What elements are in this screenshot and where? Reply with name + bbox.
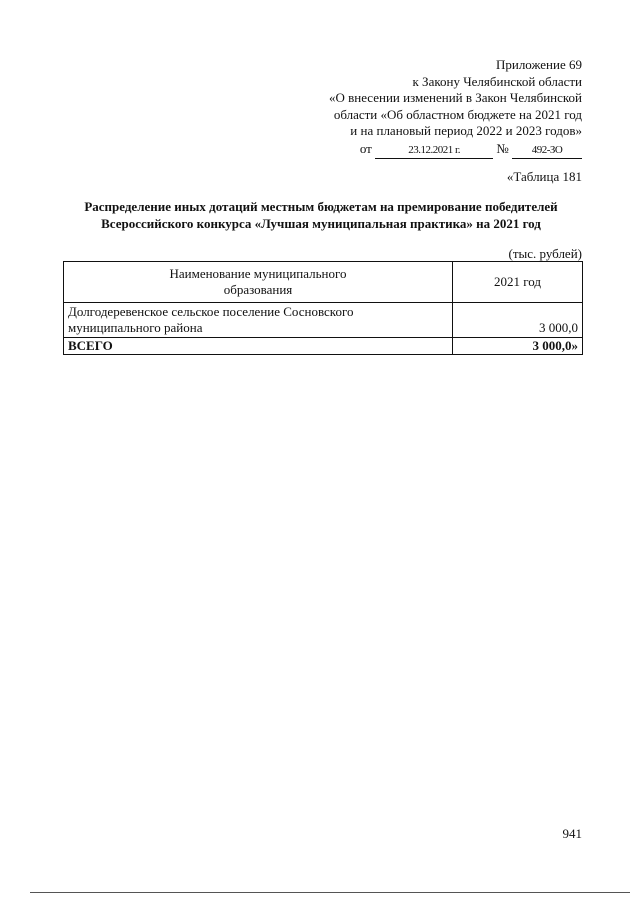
header-municipality-line-1: Наименование муниципального bbox=[169, 266, 347, 281]
row-municipality-line-2: муниципального района bbox=[68, 320, 203, 335]
document-title bbox=[60, 198, 582, 232]
row-municipality-line-1: Долгодеревенское сельское поселение Сосновского bbox=[68, 304, 354, 319]
number-value: 492-ЗО bbox=[512, 142, 582, 160]
title-line-2: Всероссийского конкурса «Лучшая муниципальная практика» на 2021 год bbox=[101, 216, 541, 231]
header-line-3: «О внесении изменений в Закон Челябинской bbox=[328, 90, 582, 105]
header-municipality bbox=[64, 262, 453, 303]
document-header bbox=[282, 57, 582, 159]
header-municipality-line-2: образования bbox=[223, 282, 293, 297]
row-value: 3 000,0 bbox=[453, 303, 583, 338]
table-reference: «Таблица 181 bbox=[506, 169, 582, 184]
header-year: 2021 год bbox=[453, 262, 583, 303]
total-value: 3 000,0» bbox=[453, 338, 583, 355]
distribution-table bbox=[63, 261, 583, 355]
header-line-2: к Закону Челябинской области bbox=[412, 73, 582, 89]
title-line-1: Распределение иных дотаций местным бюджетам на премирование победителей bbox=[84, 199, 558, 214]
table-row bbox=[64, 303, 583, 338]
date-number-line bbox=[282, 141, 582, 160]
header-line-1: Приложение 69 bbox=[495, 57, 582, 72]
footer-divider bbox=[30, 892, 630, 893]
row-municipality bbox=[64, 303, 453, 338]
page-number: 941 bbox=[562, 826, 582, 841]
total-label: ВСЕГО bbox=[64, 338, 453, 355]
date-prefix: от bbox=[359, 140, 372, 156]
header-line-4: области «Об областном бюджете на 2021 год bbox=[333, 106, 582, 122]
unit-label: (тыс. рублей) bbox=[508, 246, 582, 261]
number-prefix: № bbox=[496, 140, 509, 156]
total-row bbox=[64, 338, 583, 355]
header-line-5: и на плановый период 2022 и 2023 годов» bbox=[350, 123, 582, 138]
table-header-row bbox=[64, 262, 583, 303]
date-value: 23.12.2021 г. bbox=[375, 142, 493, 160]
